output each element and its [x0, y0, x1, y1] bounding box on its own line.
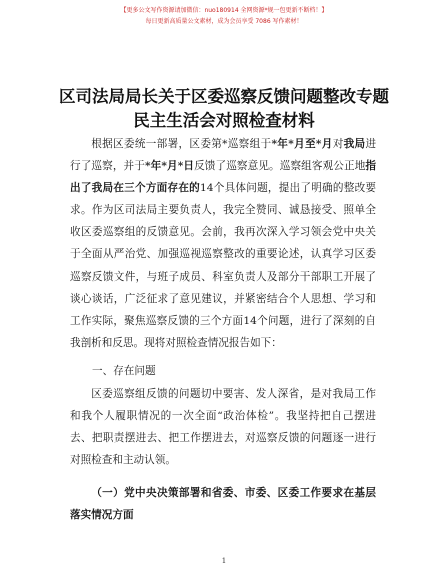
- document-title-line-2: 民主生活会对照检查材料: [133, 111, 315, 130]
- intro-text-5: 个具体问题，提出了明确的整改要求。作为区司法局主要负责人，我完全赞同、诚恳接受、照单全收区委巡察组的反馈意见。会前，我再次深入学习领会党中央关于全面从严治党、加强巡视巡察整改的重要论述，认真学习区委巡察反馈文件，与班子成员、科室负责人及部分干部职工开展了谈心谈话，广泛征求了意见建议，并紧密结合个人思想、学习和工作实际，聚焦巡察反馈的三个方面: [70, 182, 377, 327]
- intro-text-4: 反馈了巡察意见。巡察组客观公正地: [194, 160, 366, 173]
- intro-text-3: 进行了巡察，并于: [70, 138, 377, 173]
- feedback-date: *年*月*日: [144, 160, 195, 173]
- issue-count: 14: [200, 182, 214, 195]
- page-number: 1: [221, 557, 227, 565]
- inspection-period: *年*月至*月: [271, 138, 333, 150]
- intro-text-6: 个问题，进行了深刻的自我剖析和反思。现将对照检查情况报告如下：: [70, 314, 377, 349]
- intro-text-1: 根据区委统一部署，区委第*巡察组于: [91, 138, 272, 150]
- section-heading-existing-problems: 一、存在问题: [92, 365, 156, 377]
- intro-text-2: 对: [332, 138, 344, 150]
- problems-paragraph: 区委巡察组反馈的问题切中要害、发人深省，是对我局工作和我个人履职情况的一次全面“政治体检”。我坚持把自己摆进去、把职责摆进去、把工作摆进去，对巡察反馈的问题逐一进行对照检查和主动认领。: [70, 388, 376, 467]
- intro-paragraph: [70, 133, 376, 354]
- our-bureau: 我局: [343, 138, 366, 150]
- intro-emphasis: 指出了我局在三个方面存在的: [70, 160, 376, 195]
- subsection-heading-1: （一）党中央决策部署和省委、市委、区委工作要求在基层落实情况方面: [70, 487, 376, 522]
- promo-banner-line-1: 【更多公文写作资源请加微信：nuo180914 全网资源*规一包更新不断档！】: [120, 7, 328, 14]
- issue-count-2: 14: [243, 314, 257, 327]
- promo-banner-line-2: 每日更新高质量公文素材，成为会员享受 7086 写作素材！: [145, 18, 303, 25]
- document-title-line-1: 区司法局局长关于区委巡察反馈问题整改专题: [59, 87, 389, 106]
